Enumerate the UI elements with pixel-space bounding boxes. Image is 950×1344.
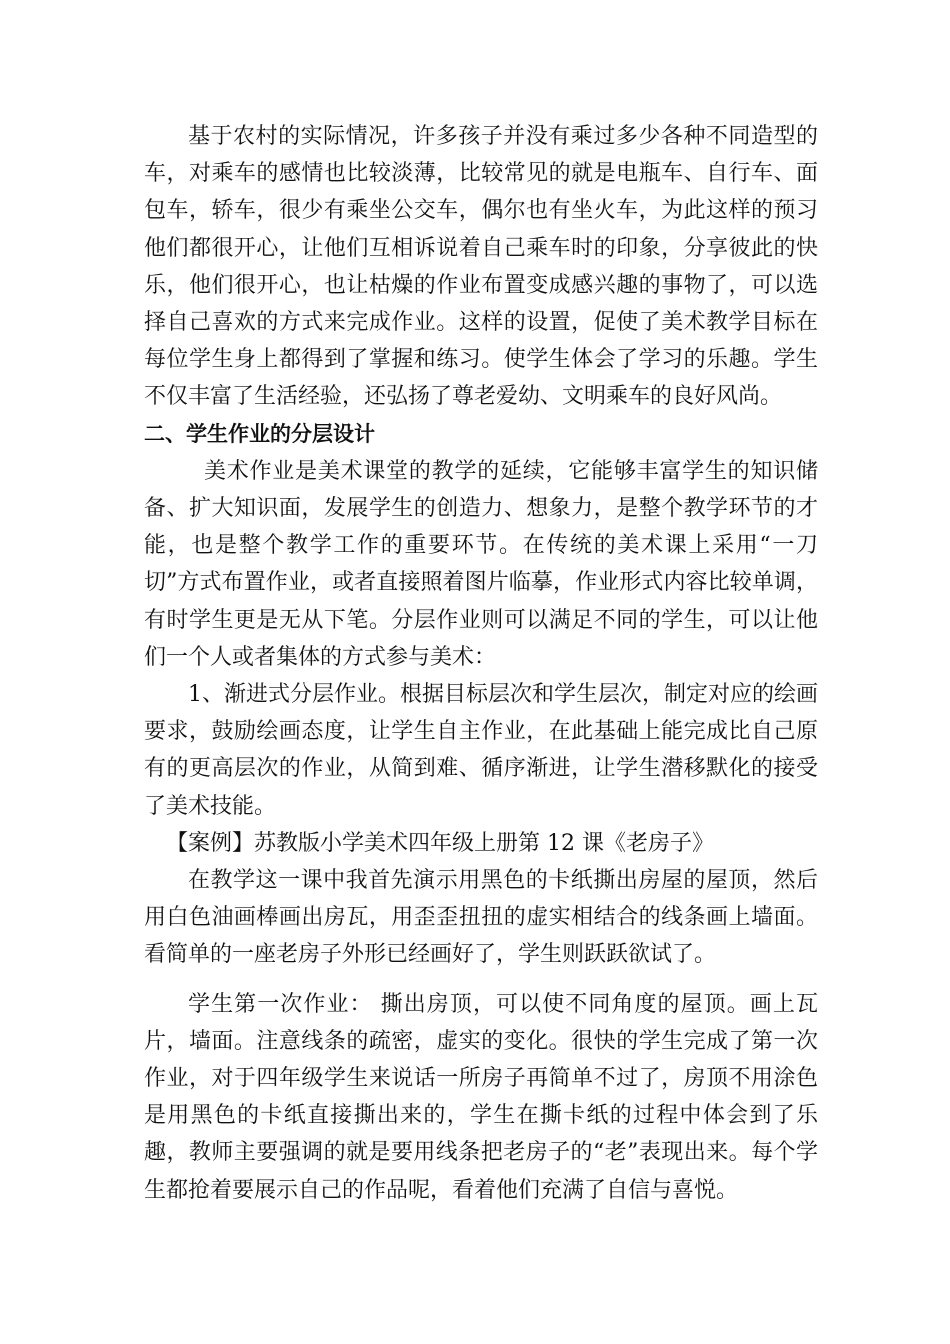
case-title: 【案例】苏教版小学美术四年级上册第 12 课《老房子》	[166, 830, 714, 856]
paragraph-first-homework: 学生第一次作业： 撕出房顶，可以使不同角度的屋顶。画上瓦片，墙面。注意线条的疏密，虚实的变化。很快的学生完成了第一次作业，对于四年级学生来说话一所房子再简单不过了，房顶不用涂色是用黑色的卡纸直接撕出来的，学生在撕卡纸的过程中体会到了乐趣，教师主要强调的就是要用线条把老房子的“老”表现出来。每个学生都抢着要展示自己的作品呢，看着他们充满了自信与喜悦。	[144, 991, 818, 1203]
paragraph-progressive-homework: 1、渐进式分层作业。根据目标层次和学生层次，制定对应的绘画要求，鼓励绘画态度，让学生自主作业，在此基础上能完成比自己原有的更高层次的作业，从简到难、循序渐进，让学生潜移默化的接受了美术技能。	[144, 682, 818, 819]
paragraph-gap	[144, 974, 818, 986]
paragraph-art-homework: 美术作业是美术课堂的教学的延续，它能够丰富学生的知识储备、扩大知识面，发展学生的创造力、想象力，是整个教学环节的才能，也是整个教学工作的重要环节。在传统的美术课上采用“一刀切”方式布置作业，或者直接照着图片临摹，作业形式内容比较单调，有时学生更是无从下笔。分层作业则可以满足不同的学生，可以让他们一个人或者集体的方式参与美术：	[144, 458, 818, 670]
section-heading: 二、学生作业的分层设计	[144, 421, 375, 446]
paragraph-rural-experience: 基于农村的实际情况，许多孩子并没有乘过多少各种不同造型的车，对乘车的感情也比较淡薄，比较常见的就是电瓶车、自行车、面包车，轿车，很少有乘坐公交车，偶尔也有坐火车，为此这样的预习他们都很开心，让他们互相诉说着自己乘车时的印象，分享彼此的快乐，他们很开心，也让枯燥的作业布置变成感兴趣的事物了，可以选择自己喜欢的方式来完成作业。这样的设置，促使了美术教学目标在每位学生身上都得到了掌握和练习。使学生体会了学习的乐趣。学生不仅丰富了生活经验，还弘扬了尊老爱幼、文明乘车的良好风尚。	[144, 124, 818, 410]
document-body	[144, 118, 818, 1209]
paragraph-teaching-demo: 在教学这一课中我首先演示用黑色的卡纸撕出房屋的屋顶，然后用白色油画棒画出房瓦，用歪歪扭扭的虚实相结合的线条画上墙面。看简单的一座老房子外形已经画好了，学生则跃跃欲试了。	[144, 868, 818, 968]
